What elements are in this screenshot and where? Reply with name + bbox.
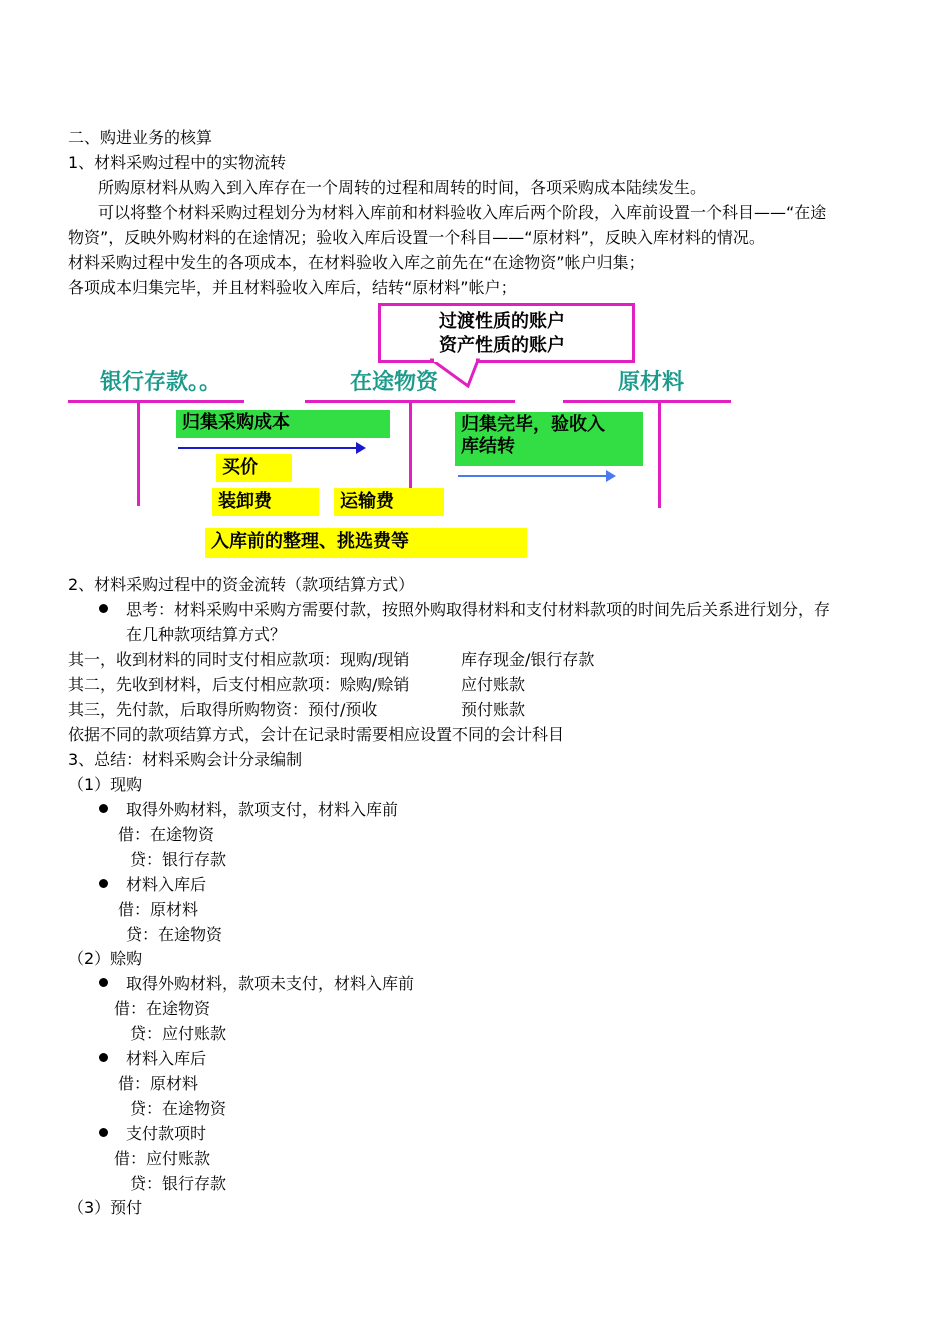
way-1-account: 库存现金/银行存款 [461, 650, 595, 669]
t-stem-material [658, 400, 661, 508]
bullet-icon [99, 804, 108, 813]
paragraph-3: 材料采购过程中发生的各项成本，在材料验收入库之前先在“在途物资”帐户归集； [68, 253, 645, 272]
t-stem-transit [409, 400, 412, 488]
t-account-diagram [0, 300, 950, 570]
cash-b1-debit: 借：在途物资 [118, 825, 215, 844]
paragraph-1: 所购原材料从购入到入库存在一个周转的过程和周转的时间，各项采购成本陆续发生。 [98, 178, 707, 197]
account-goods-in-transit: 在途物资 [350, 370, 439, 395]
credit-b3: 支付款项时 [126, 1124, 207, 1143]
paragraph-4: 各项成本归集完毕，并且材料验收入库后，结转“原材料”帐户； [68, 278, 517, 297]
way-3: 其三，先付款，后取得所购物资：预付/预收 [68, 700, 378, 719]
credit-b3-debit: 借：应付账款 [114, 1149, 211, 1168]
bullet-icon [99, 604, 108, 613]
price-box: 买价 [216, 454, 292, 482]
label-cash-purchase: （1）现购 [68, 775, 143, 794]
credit-b2-credit: 贷：在途物资 [130, 1099, 227, 1118]
paragraph-2b: 物资”，反映外购材料的在途情况；验收入库后设置一个科目——“原材料”，反映入库材料的情况。 [68, 228, 765, 247]
account-nature-note [378, 303, 635, 363]
cash-b2-credit: 贷：在途物资 [126, 925, 223, 944]
t-line-material [563, 400, 731, 403]
cash-b1-credit: 贷：银行存款 [130, 850, 227, 869]
transfer-box [455, 412, 643, 466]
cash-b1: 取得外购材料，款项支付，材料入库前 [126, 800, 399, 819]
label-prepayment: （3）预付 [68, 1198, 143, 1217]
heading-summary: 3、总结：材料采购会计分录编制 [68, 750, 303, 769]
credit-b1: 取得外购材料，款项未支付，材料入库前 [126, 974, 415, 993]
handling-fee-box: 装卸费 [212, 488, 319, 516]
conclusion: 依据不同的款项结算方式，会计在记录时需要相应设置不同的会计科目 [68, 725, 565, 744]
bullet-icon [99, 1053, 108, 1062]
credit-b2: 材料入库后 [126, 1049, 207, 1068]
paragraph-2a: 可以将整个材料采购过程划分为材料入库前和材料验收入库后两个阶段，入库前设置一个科目——“在途 [98, 203, 827, 222]
way-2-account: 应付账款 [461, 675, 526, 694]
pre-storage-fee-box: 入库前的整理、挑选费等 [205, 528, 527, 558]
account-bank-deposit: 银行存款。。 [100, 370, 222, 395]
think-line-b: 在几种款项结算方式？ [126, 625, 287, 644]
credit-b1-debit: 借：在途物资 [114, 999, 211, 1018]
think-line-a: 思考：材料采购中采购方需要付款，按照外购取得材料和支付材料款项的时间先后关系进行划分，存 [126, 600, 831, 619]
credit-b3-credit: 贷：银行存款 [130, 1174, 227, 1193]
credit-b1-credit: 贷：应付账款 [130, 1024, 227, 1043]
note-line-asset: 资产性质的账户 [439, 335, 565, 356]
bullet-icon [99, 978, 108, 987]
account-raw-materials: 原材料 [618, 370, 685, 395]
heading-fund-flow: 2、材料采购过程中的资金流转（款项结算方式） [68, 575, 415, 594]
section-title: 二、购进业务的核算 [68, 128, 213, 147]
bullet-icon [99, 1128, 108, 1137]
cash-b2: 材料入库后 [126, 875, 207, 894]
bullet-icon [99, 879, 108, 888]
heading-physical-flow: 1、材料采购过程中的实物流转 [68, 153, 287, 172]
note-line-transition: 过渡性质的账户 [439, 311, 565, 332]
way-3-account: 预付账款 [461, 700, 526, 719]
way-2: 其二，先收到材料，后支付相应款项：赊购/赊销 [68, 675, 410, 694]
transport-fee-box: 运输费 [334, 488, 444, 516]
arrow-transfer [456, 468, 618, 484]
collect-cost-box: 归集采购成本 [176, 410, 390, 438]
way-1: 其一，收到材料的同时支付相应款项：现购/现销 [68, 650, 410, 669]
callout-pointer [430, 358, 490, 388]
label-credit-purchase: （2）赊购 [68, 949, 143, 968]
transfer-line-1: 归集完毕，验收入 [461, 414, 605, 435]
t-line-bank [68, 400, 244, 403]
t-stem-bank [137, 400, 140, 506]
credit-b2-debit: 借：原材料 [118, 1074, 199, 1093]
cash-b2-debit: 借：原材料 [118, 900, 199, 919]
transfer-line-2: 库结转 [461, 436, 515, 457]
